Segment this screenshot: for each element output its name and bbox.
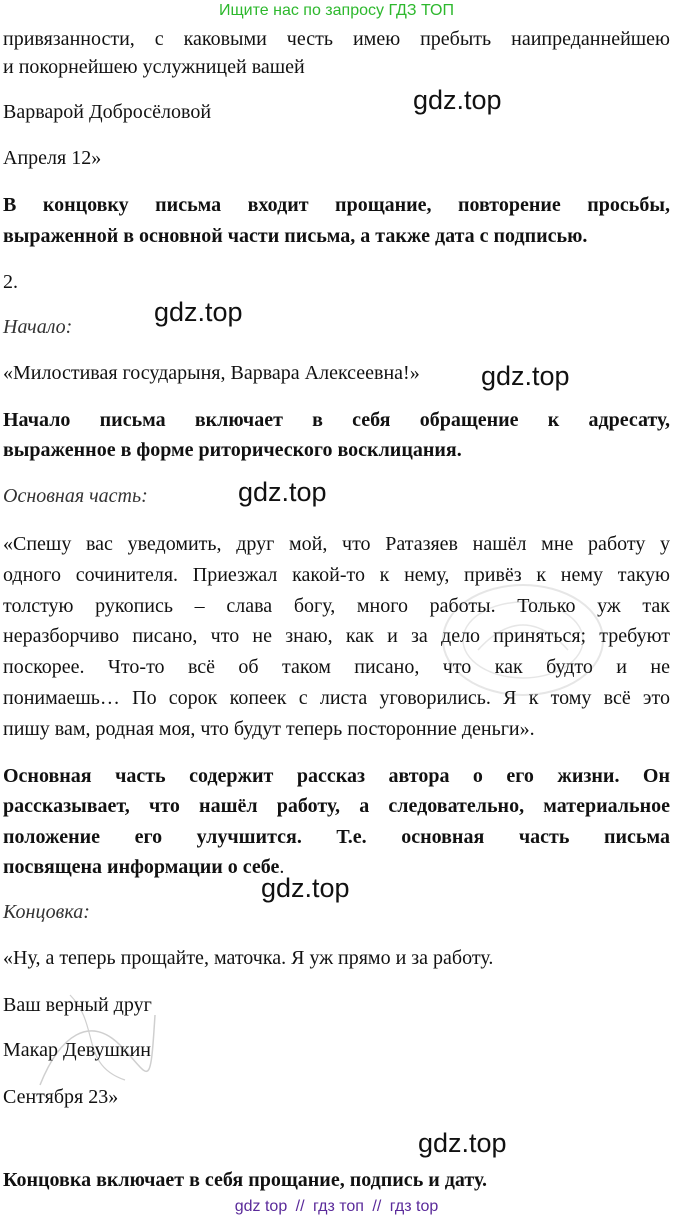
section-label-main: Основная часть: [3,485,148,507]
watermark: gdz.top [418,1128,507,1158]
text-line: привязанности, с каковыми честь имею пребыть наипреданнейшею [3,28,670,50]
bold-text-line: Основная часть содержит рассказ автора о его жизни. Он [3,765,670,787]
quote-line: неразборчиво писано, что не знаю, как и за дело приняться; требуют [3,625,670,647]
watermark: gdz.top [261,873,350,903]
watermark: gdz.top [413,85,502,115]
bold-text-line: выраженной в основной части письма, а также дата с подписью. [3,225,588,247]
seal-watermark-icon [438,580,608,700]
quote-line: поскорее. Что-то всё об таком писано, что как будто и не [3,656,670,678]
bold-text-line: рассказывает, что нашёл работу, а следовательно, материальное [3,795,670,817]
quote-line: «Ну, а теперь прощайте, маточка. Я уж прямо и за работу. [3,947,494,969]
footer-link[interactable]: гдз топ [313,1198,364,1215]
period: . [279,856,285,878]
signature-line: Варварой Добросёловой [3,101,212,123]
signature-scribble-icon [30,975,160,1105]
quote-line: «Спешу вас уведомить, друг мой, что Ратазяев нашёл мне работу у [3,533,670,555]
watermark: gdz.top [238,477,327,507]
mixed-text-line [3,855,284,879]
quote-line: пишу вам, родная моя, что будут теперь посторонние деньги». [3,718,535,740]
footer-link[interactable]: gdz top [234,1198,288,1215]
watermark: gdz.top [154,297,243,327]
section-label-beginning: Начало: [3,316,73,338]
bold-text-line: положение его улучшится. Т.е. основная часть письма [3,826,670,848]
quote-line: понимаешь… По сорок копеек с листа уговорились. Я к тому всё это [3,687,670,709]
quote-line: «Милостивая государыня, Варвара Алексеевна!» [3,362,420,384]
watermark: gdz.top [481,361,570,391]
bold-text-line: выраженное в форме риторического восклицания. [3,439,462,461]
bold-text-line: В концовку письма входит прощание, повторение просьбы, [3,194,670,216]
footer-separator: // [295,1198,305,1215]
footer-link[interactable]: гдз top [389,1198,439,1215]
text-line: и покорнейшею услужницей вашей [3,56,305,78]
bold-text-line: Начало письма включает в себя обращение к адресату, [3,409,670,431]
quote-line: толстую рукопись – слава богу, много работы. Только уж так [3,595,670,617]
footer-links [0,1196,673,1218]
quote-line: одного сочинителя. Приезжал какой-то к нему, привёз к нему такую [3,564,670,586]
date-line: Апреля 12» [3,147,102,169]
footer-separator: // [372,1198,382,1215]
bold-fragment: посвящена информации о себе [3,856,280,878]
date-line: Сентября 23» [3,1086,119,1108]
bold-text-line: Концовка включает в себя прощание, подпись и дату. [3,1169,487,1191]
item-number: 2. [3,271,18,293]
top-banner[interactable]: Ищите нас по запросу ГДЗ ТОП [219,2,454,19]
signature-line: Ваш верный друг [3,994,152,1016]
section-label-ending: Концовка: [3,901,90,923]
signature-line: Макар Девушкин [3,1039,151,1061]
